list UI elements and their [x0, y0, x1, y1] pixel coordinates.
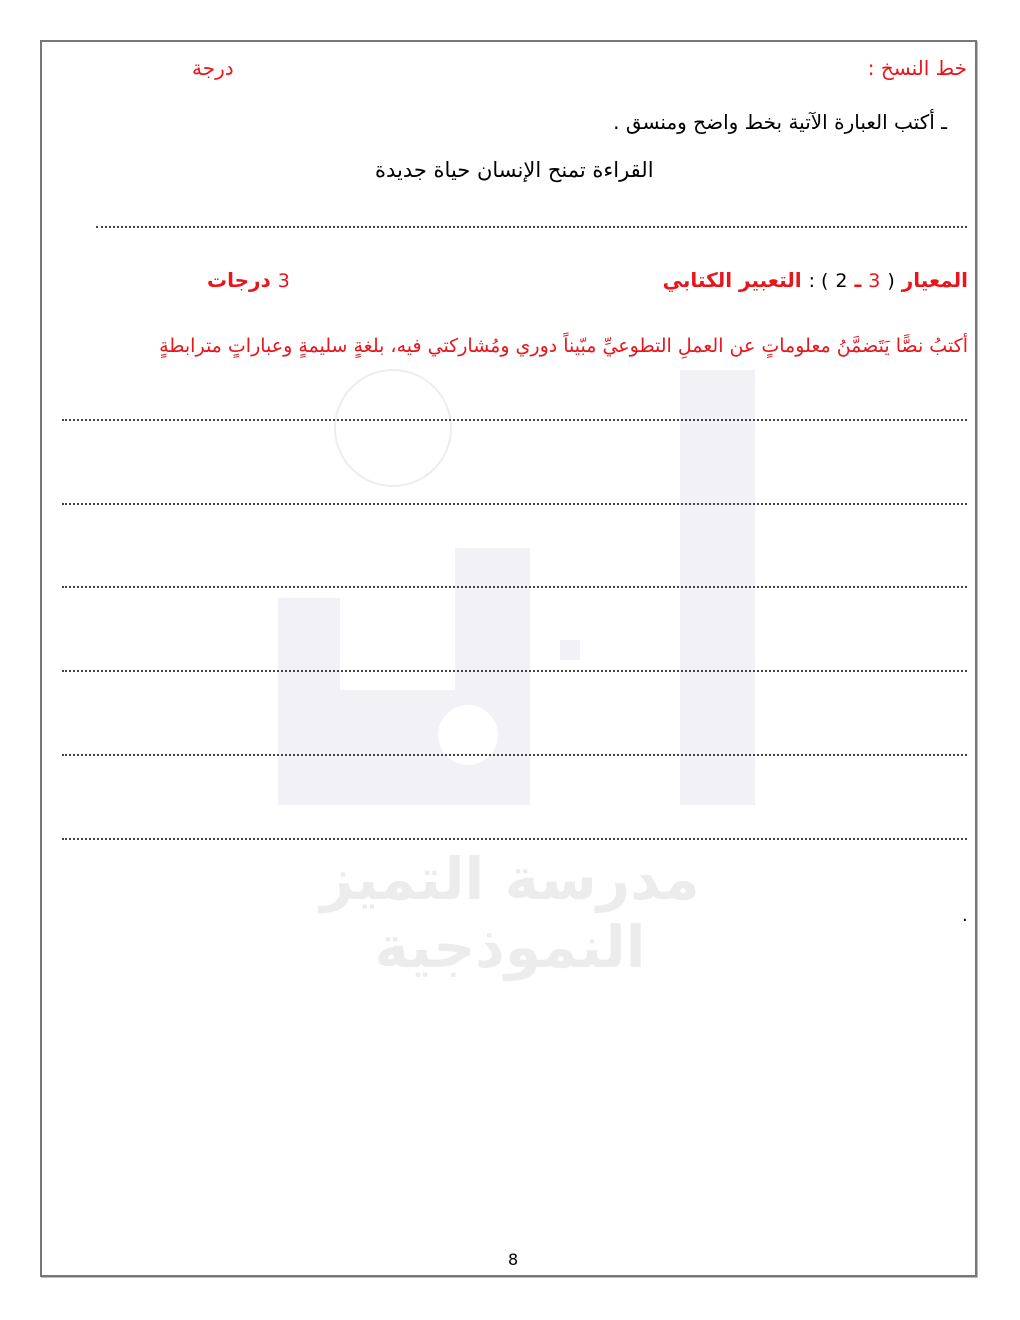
criterion-number: 2	[835, 270, 848, 292]
answer-line-2[interactable]	[62, 503, 967, 505]
copy-section-grade: درجة	[192, 56, 234, 80]
answer-line-6[interactable]	[62, 838, 967, 840]
answer-line-5[interactable]	[62, 754, 967, 756]
writing-prompt: أكتبُ نصًّا يَتَضمَّنُ معلوماتٍ عن العملِ التطوعيِّ مبّيناً دوري ومُشاركتي فيه، بلغةٍ سليمةٍ وعباراتٍ مترابطةٍ	[159, 335, 968, 357]
watermark-text: مدرسة التميز النموذجية	[320, 845, 700, 981]
copy-answer-line[interactable]	[96, 226, 967, 228]
copy-instruction: ـ أكتب العبارة الآتية بخط واضح ومنسق .	[613, 110, 947, 134]
criterion-heading	[663, 268, 968, 292]
writing-section-title: التعبير الكتابي	[662, 268, 802, 292]
criterion-label: المعيار	[901, 268, 968, 292]
writing-marks	[207, 268, 290, 292]
page-number: 8	[508, 1250, 519, 1269]
writing-marks-label: درجات	[207, 268, 271, 292]
criterion-open: (	[887, 270, 895, 292]
trailing-mark: .	[962, 905, 968, 926]
copy-section-title: خط النسخ :	[867, 56, 967, 80]
answer-line-3[interactable]	[62, 586, 967, 588]
criterion-number-red: 3	[868, 270, 881, 292]
criterion-dash: ـ	[854, 268, 862, 292]
writing-marks-number: 3	[277, 270, 290, 292]
copy-sentence: القراءة تمنح الإنسان حياة جديدة	[375, 158, 654, 182]
criterion-close: ) :	[808, 270, 829, 292]
answer-line-1[interactable]	[62, 419, 967, 421]
answer-line-4[interactable]	[62, 670, 967, 672]
